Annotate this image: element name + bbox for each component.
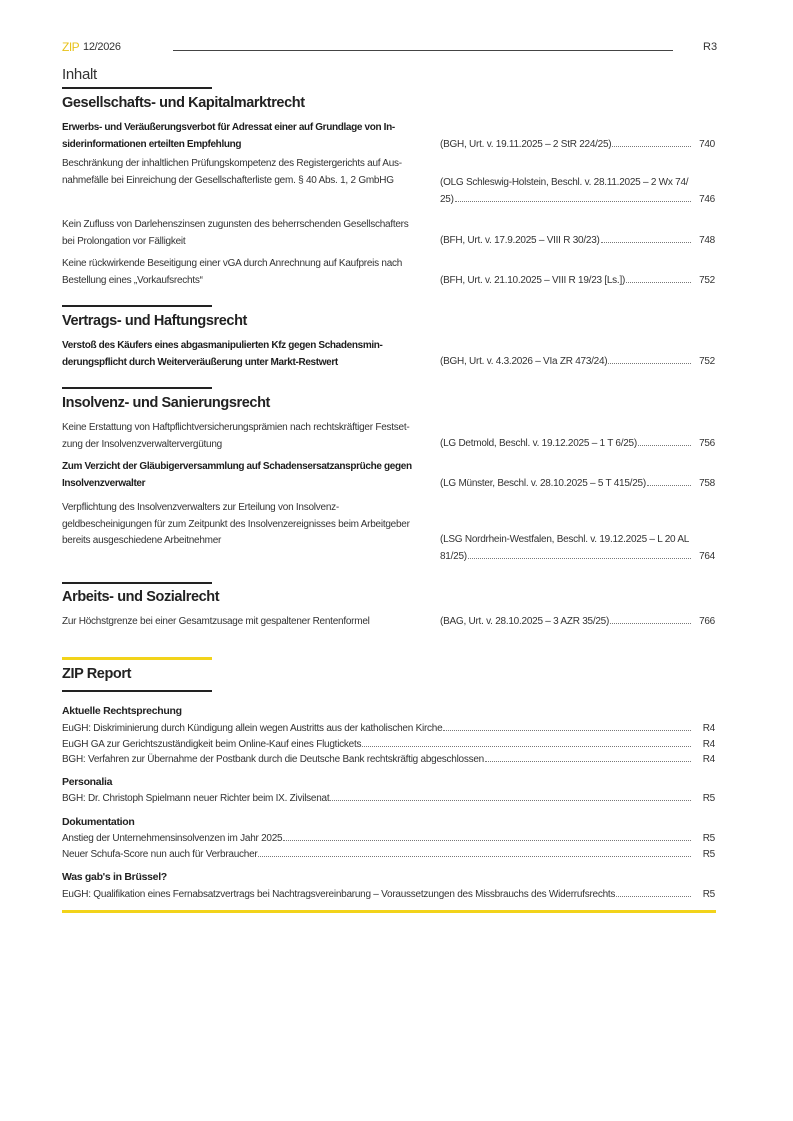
section-divider: [62, 87, 212, 89]
title-line: Verstoß des Käufers eines abgasmanipulierten Kfz gegen Schadensmin-: [62, 340, 383, 351]
title-line: Beschränkung der inhaltlichen Prüfungskompetenz des Registergerichts auf Aus-: [62, 158, 402, 169]
report-group-title: Was gab's in Brüssel?: [62, 871, 167, 883]
title-line: zung der Insolvenzverwaltervergütung: [62, 438, 222, 450]
dot-leader: [330, 799, 691, 801]
toc-entry-citation[interactable]: [440, 233, 715, 250]
item-page: R5: [702, 889, 715, 900]
section-heading: Vertrags- und Haftungsrecht: [62, 313, 247, 329]
toc-entry-citation[interactable]: [440, 273, 715, 290]
section-divider: [62, 690, 212, 692]
item-text: EuGH: Diskriminierung durch Kündigung allein wegen Austritts aus der katholischen Kirche: [62, 723, 443, 734]
dot-leader: [610, 622, 691, 624]
item-page: R4: [702, 723, 715, 734]
title-line: Zur Höchstgrenze bei einer Gesamtzusage mit gespaltener Rentenformel: [62, 616, 370, 627]
dot-leader: [616, 895, 691, 897]
title-line: Verpflichtung des Insolvenzverwalters zur Erteilung von Insolvenz-: [62, 502, 339, 513]
report-group-list: [62, 791, 715, 807]
header-divider: [173, 50, 673, 51]
citation-text: (LSG Nordrhein-Westfalen, Beschl. v. 19.12.2025 – L 20 AL: [440, 534, 690, 545]
citation-text: 25): [440, 193, 454, 205]
title-line: siderinformationen erteilten Empfehlung: [62, 138, 242, 150]
report-item[interactable]: [62, 831, 715, 847]
report-heading: ZIP Report: [62, 666, 132, 682]
title-line: Erwerbs- und Veräußerungsverbot für Adressat einer auf Grundlage von In-: [62, 122, 395, 133]
section-heading: Arbeits- und Sozialrecht: [62, 589, 220, 605]
dot-leader: [443, 729, 691, 731]
toc-entry-title: [62, 120, 395, 153]
toc-entry-citation[interactable]: [440, 532, 715, 565]
entry-page: 758: [699, 478, 715, 489]
report-item[interactable]: [62, 887, 715, 903]
issue-number: 12/2026: [83, 41, 121, 53]
report-item[interactable]: [62, 721, 715, 737]
citation-text: (BGH, Urt. v. 19.11.2025 – 2 StR 224/25): [440, 139, 612, 150]
dot-leader: [362, 745, 691, 747]
section-heading: Insolvenz- und Sanierungsrecht: [62, 395, 270, 411]
citation-text: (BGH, Urt. v. 4.3.2026 – VIa ZR 473/24): [440, 356, 608, 367]
report-group-list: [62, 721, 715, 768]
toc-entry-title: [62, 614, 370, 631]
title-line: Kein Zufluss von Darlehenszinsen zugunsten des beherrschenden Gesellschafters: [62, 219, 409, 230]
toc-entry-citation[interactable]: [440, 175, 715, 208]
item-text: Anstieg der Unternehmensinsolvenzen im Jahr 2025: [62, 833, 283, 844]
dot-leader: [647, 484, 691, 486]
title-line: nahmefälle bei Einreichung der Gesellschafterliste gem. § 40 Abs. 1, 2 GmbHG: [62, 174, 394, 186]
title-line: bereits ausgeschiedene Arbeitnehmer: [62, 535, 222, 546]
item-text: BGH: Dr. Christoph Spielmann neuer Richter beim IX. Zivilsenat: [62, 793, 330, 804]
title-line: Keine rückwirkende Beseitigung einer vGA durch Anrechnung auf Kaufpreis nach: [62, 258, 403, 269]
toc-entry-citation[interactable]: [440, 354, 715, 371]
title-line: Zum Verzicht der Gläubigerversammlung auf Schadensersatzansprüche gegen: [62, 461, 412, 472]
toc-entry-title: [62, 217, 409, 250]
toc-entry-citation[interactable]: [440, 476, 715, 493]
dot-leader: [601, 241, 691, 243]
page-number: R3: [703, 41, 718, 53]
dot-leader: [626, 281, 691, 283]
title-line: geldbescheinigungen für zum Zeitpunkt des Insolvenzereignisses beim Arbeitgeber: [62, 518, 410, 530]
report-group-list: [62, 831, 715, 862]
entry-page: 766: [699, 616, 715, 627]
title-line: Bestellung eines „Vorkaufsrechts“: [62, 274, 203, 286]
item-page: R5: [702, 833, 715, 844]
report-group-title: Aktuelle Rechtsprechung: [62, 705, 182, 717]
report-item[interactable]: [62, 737, 715, 753]
dot-leader: [468, 557, 691, 559]
citation-text: (BFH, Urt. v. 21.10.2025 – VIII R 19/23 [Ls.]): [440, 275, 626, 286]
report-group-list: [62, 887, 715, 903]
item-text: EuGH GA zur Gerichtszuständigkeit beim Online-Kauf eines Flugtickets: [62, 738, 362, 750]
page-title: Inhalt: [62, 66, 97, 83]
report-item[interactable]: [62, 791, 715, 807]
entry-page: 752: [699, 275, 715, 286]
title-line: derungspflicht durch Weiterveräußerung unter Markt-Restwert: [62, 356, 338, 368]
section-divider: [62, 582, 212, 584]
dot-leader: [283, 839, 691, 841]
report-divider: [62, 657, 212, 660]
toc-entry-title: [62, 338, 383, 371]
item-text: EuGH: Qualifikation eines Fernabsatzvertrags bei Nachtragsvereinbarung – Voraussetzungen des Missbrauchs des Widerrufsrechts: [62, 889, 616, 900]
citation-text: (OLG Schleswig-Holstein, Beschl. v. 28.11.2025 – 2 Wx 74/: [440, 177, 689, 188]
citation-text: (LG Detmold, Beschl. v. 19.12.2025 – 1 T 6/25): [440, 438, 637, 449]
entry-page: 756: [699, 438, 715, 449]
dot-leader: [455, 200, 691, 202]
entry-page: 764: [699, 550, 715, 562]
item-page: R5: [702, 793, 715, 804]
section-divider: [62, 387, 212, 389]
report-bottom-divider: [62, 910, 716, 913]
citation-text: (LG Münster, Beschl. v. 28.10.2025 – 5 T 415/25): [440, 478, 646, 489]
toc-entry-citation[interactable]: [440, 137, 715, 154]
entry-page: 746: [699, 193, 715, 205]
citation-text: (BFH, Urt. v. 17.9.2025 – VIII R 30/23): [440, 235, 600, 246]
citation-text: 81/25): [440, 550, 467, 562]
report-group-title: Personalia: [62, 776, 113, 788]
toc-entry-citation[interactable]: [440, 614, 715, 631]
dot-leader: [485, 760, 691, 762]
entry-page: 748: [699, 235, 715, 246]
toc-entry-title: [62, 420, 409, 453]
toc-entry-title: [62, 156, 402, 189]
item-page: R4: [702, 754, 715, 766]
title-line: Keine Erstattung von Haftpflichtversicherungsprämien nach rechtskräftiger Festset-: [62, 422, 410, 433]
item-text: Neuer Schufa-Score nun auch für Verbraucher: [62, 848, 258, 860]
journal-logo: ZIP: [62, 40, 80, 54]
entry-page: 752: [699, 356, 715, 367]
entry-page: 740: [699, 139, 715, 150]
toc-entry-title: [62, 459, 412, 492]
toc-entry-title: [62, 256, 402, 289]
report-item[interactable]: [62, 752, 715, 768]
title-line: bei Prolongation vor Fälligkeit: [62, 235, 186, 247]
section-heading: Gesellschafts- und Kapitalmarktrecht: [62, 95, 305, 111]
toc-entry-title: [62, 500, 410, 550]
item-page: R5: [702, 848, 715, 860]
dot-leader: [608, 362, 691, 364]
report-item[interactable]: [62, 847, 715, 863]
dot-leader: [258, 855, 691, 857]
item-text: BGH: Verfahren zur Übernahme der Postbank durch die Deutsche Bank rechtskräftig abgeschlossen: [62, 754, 484, 766]
citation-text: (BAG, Urt. v. 28.10.2025 – 3 AZR 35/25): [440, 616, 610, 627]
dot-leader: [638, 444, 691, 446]
section-divider: [62, 305, 212, 307]
title-line: Insolvenzverwalter: [62, 477, 146, 489]
report-group-title: Dokumentation: [62, 816, 135, 828]
toc-entry-citation[interactable]: [440, 436, 715, 453]
dot-leader: [612, 145, 691, 147]
item-page: R4: [702, 738, 715, 750]
